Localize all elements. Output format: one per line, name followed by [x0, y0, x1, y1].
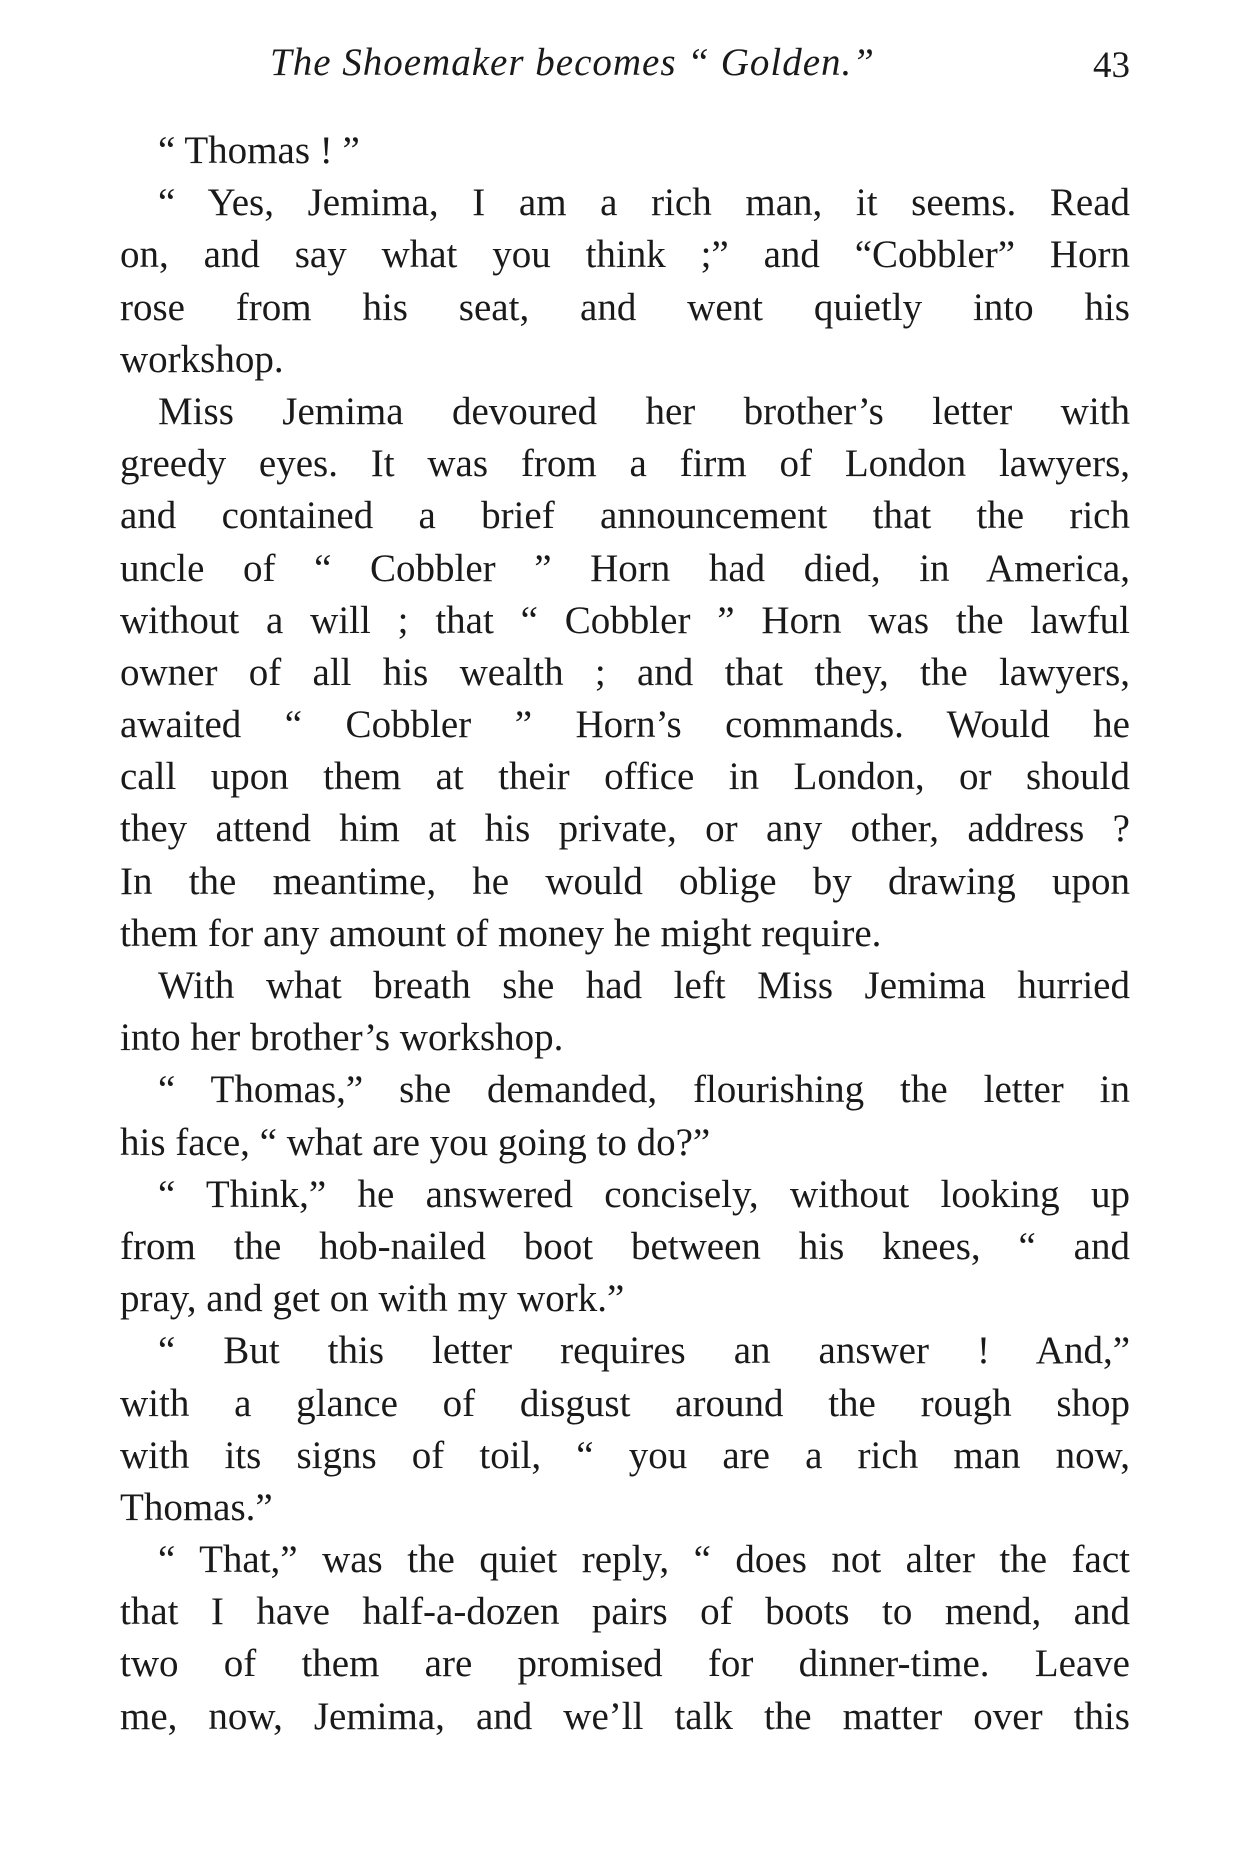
text-line: “ Thomas,” she demanded, flourishing the letter in [158, 1068, 1130, 1112]
text-line: call upon them at their office in London, or should [120, 755, 1130, 799]
text-line: that I have half-a-dozen pairs of boots to mend, and [120, 1590, 1130, 1634]
text-line: “ But this letter requires an answer ! And,” [158, 1329, 1130, 1373]
text-line: uncle of “ Cobbler ” Horn had died, in America, [120, 546, 1130, 590]
text-line: them for any amount of money he might require. [120, 911, 882, 955]
text-line: from the hob-nailed boot between his knees, “ and [120, 1224, 1130, 1268]
text-line: awaited “ Cobbler ” Horn’s commands. Would he [120, 703, 1130, 747]
text-line: “ Think,” he answered concisely, without looking up [158, 1172, 1130, 1216]
text-line: Thomas.” [120, 1485, 273, 1529]
text-line: two of them are promised for dinner-time. Leave [120, 1642, 1130, 1686]
text-line: “ Thomas ! ” [158, 129, 360, 172]
text-line: they attend him at his private, or any other, address ? [120, 807, 1130, 851]
text-line: his face, “ what are you going to do?” [120, 1120, 711, 1164]
text-line: and contained a brief announcement that the rich [120, 494, 1130, 538]
text-line: “ That,” was the quiet reply, “ does not alter the fact [158, 1538, 1130, 1582]
text-line: rose from his seat, and went quietly into his [120, 285, 1130, 329]
text-line: In the meantime, he would oblige by drawing upon [120, 859, 1130, 903]
text-line: into her brother’s workshop. [120, 1016, 564, 1060]
page-number: 43 [1093, 45, 1130, 86]
text-line: “ Yes, Jemima, I am a rich man, it seems. Read [158, 181, 1130, 225]
running-head [120, 40, 1130, 100]
text-line: on, and say what you think ;” and “Cobbler” Horn [120, 233, 1130, 277]
text-line: greedy eyes. It was from a firm of London lawyers, [120, 442, 1130, 486]
text-line: pray, and get on with my work.” [120, 1277, 625, 1321]
text-line: With what breath she had left Miss Jemima hurried [158, 964, 1130, 1007]
text-line: owner of all his wealth ; and that they, the lawyers, [120, 650, 1130, 694]
text-line: workshop. [120, 337, 284, 381]
text-line: with its signs of toil, “ you are a rich man now, [120, 1433, 1130, 1477]
text-line: me, now, Jemima, and we’ll talk the matter over this [120, 1694, 1130, 1738]
text-line: with a glance of disgust around the rough shop [120, 1381, 1130, 1425]
text-line: Miss Jemima devoured her brother’s letter with [158, 389, 1130, 433]
running-title: The Shoemaker becomes “ Golden.” [270, 41, 875, 84]
body-text [120, 125, 1130, 1743]
text-line: without a will ; that “ Cobbler ” Horn was the lawful [120, 598, 1130, 642]
